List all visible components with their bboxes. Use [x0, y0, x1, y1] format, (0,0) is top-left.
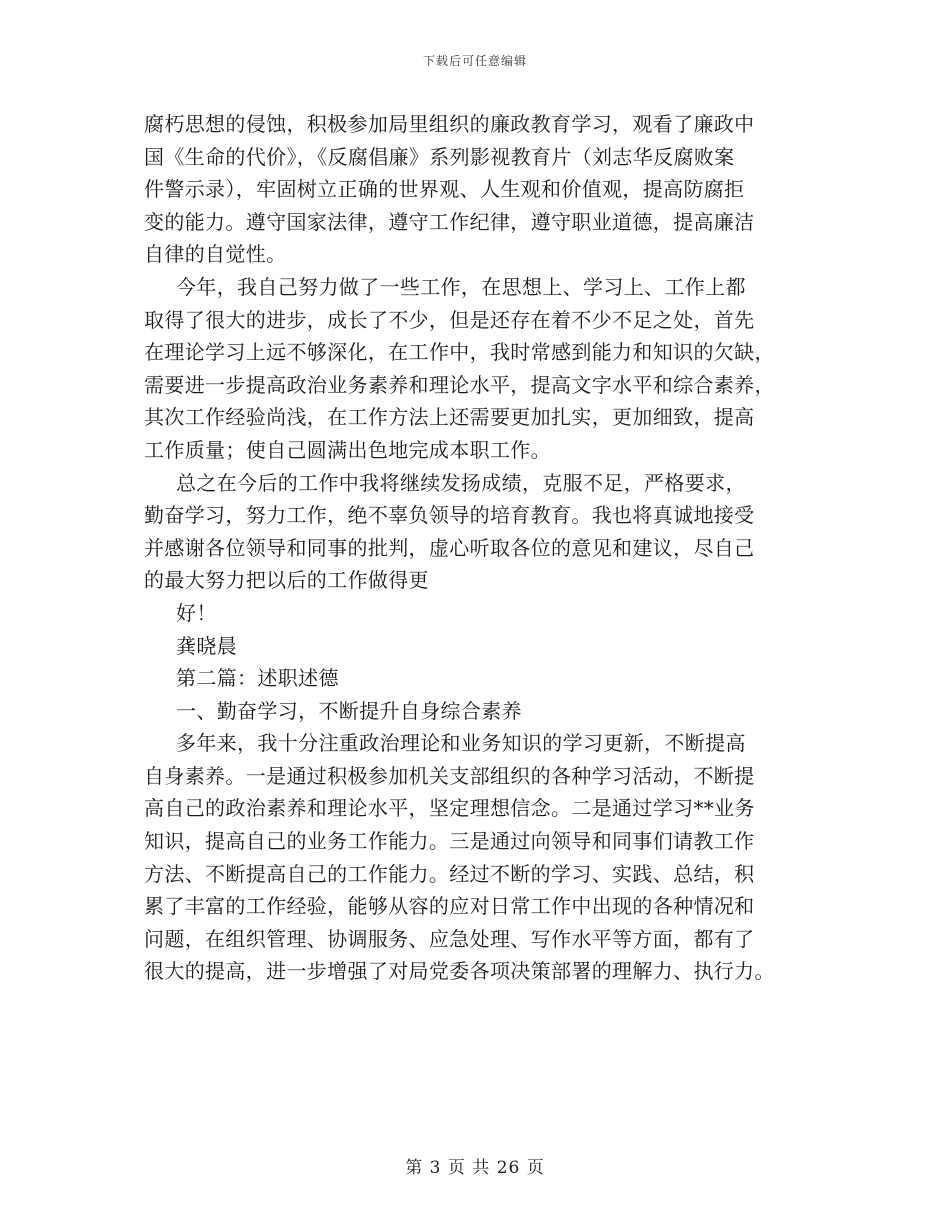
text-line: 的最大努力把以后的工作做得更 [144, 568, 429, 593]
text-line: 取得了很大的进步，成长了不少，但是还存在着不少不足之处，首先 [144, 307, 755, 332]
document-body [144, 108, 808, 988]
page-number: 第 3 页 共 26 页 [405, 1158, 545, 1178]
text-line: 需要进一步提高政治业务素养和理论水平，提高文字水平和综合素养， [144, 372, 775, 397]
text-line: 自律的自觉性。 [144, 242, 287, 267]
text-line: 方法、不断提高自己的工作能力。经过不断的学习、实践、总结，积 [144, 861, 755, 886]
text-line: 件警示录），牢固树立正确的世界观、人生观和价值观，提高防腐拒 [144, 177, 745, 202]
text-line: 高自己的政治素养和理论水平，坚定理想信念。二是通过学习**业务 [144, 796, 755, 821]
page-header: 下载后可任意编辑 [422, 54, 527, 68]
section-heading: 一、勤奋学习，不断提升自身综合素养 [176, 698, 522, 723]
text-line: 工作质量；使自己圆满出色地完成本职工作。 [144, 437, 551, 462]
section-title: 第二篇：述职述德 [176, 666, 339, 691]
paragraph-start: 总之在今后的工作中我将继续发扬成绩，克服不足，严格要求， [176, 470, 746, 495]
text-line: 腐朽思想的侵蚀，积极参加局里组织的廉政教育学习，观看了廉政中 [144, 112, 755, 136]
text-line: 其次工作经验尚浅，在工作方法上还需要更加扎实，更加细致，提高 [144, 405, 755, 430]
text-line: 在理论学习上远不够深化，在工作中，我时常感到能力和知识的欠缺， [144, 340, 775, 365]
text-line: 知识，提高自己的业务工作能力。三是通过向领导和同事们请教工作 [144, 829, 755, 854]
text-line: 变的能力。遵守国家法律，遵守工作纪律，遵守职业道德，提高廉洁 [144, 209, 755, 234]
closing-line: 好！ [176, 600, 217, 625]
signature-name: 龚晓晨 [176, 633, 238, 658]
text-line: 自身素养。一是通过积极参加机关支部组织的各种学习活动，不断提 [144, 763, 755, 788]
text-line: 勤奋学习，努力工作，绝不辜负领导的培育教育。我也将真诚地接受 [144, 503, 755, 528]
text-line: 问题，在组织管理、协调服务、应急处理、写作水平等方面，都有了 [144, 926, 755, 951]
paragraph-start: 今年，我自己努力做了一些工作，在思想上、学习上、工作上都 [176, 274, 746, 299]
text-line: 累了丰富的工作经验，能够从容的应对日常工作中出现的各种情况和 [144, 894, 755, 919]
paragraph-start: 多年来，我十分注重政治理论和业务知识的学习更新，不断提高 [176, 731, 746, 756]
text-line: 并感谢各位领导和同事的批判，虚心听取各位的意见和建议，尽自己 [144, 535, 755, 560]
text-line: 很大的提高，进一步增强了对局党委各项决策部署的理解力、执行力。 [144, 959, 775, 984]
text-line: 国《生命的代价》，《反腐倡廉》系列影视教育片（刘志华反腐败案 [144, 144, 735, 169]
